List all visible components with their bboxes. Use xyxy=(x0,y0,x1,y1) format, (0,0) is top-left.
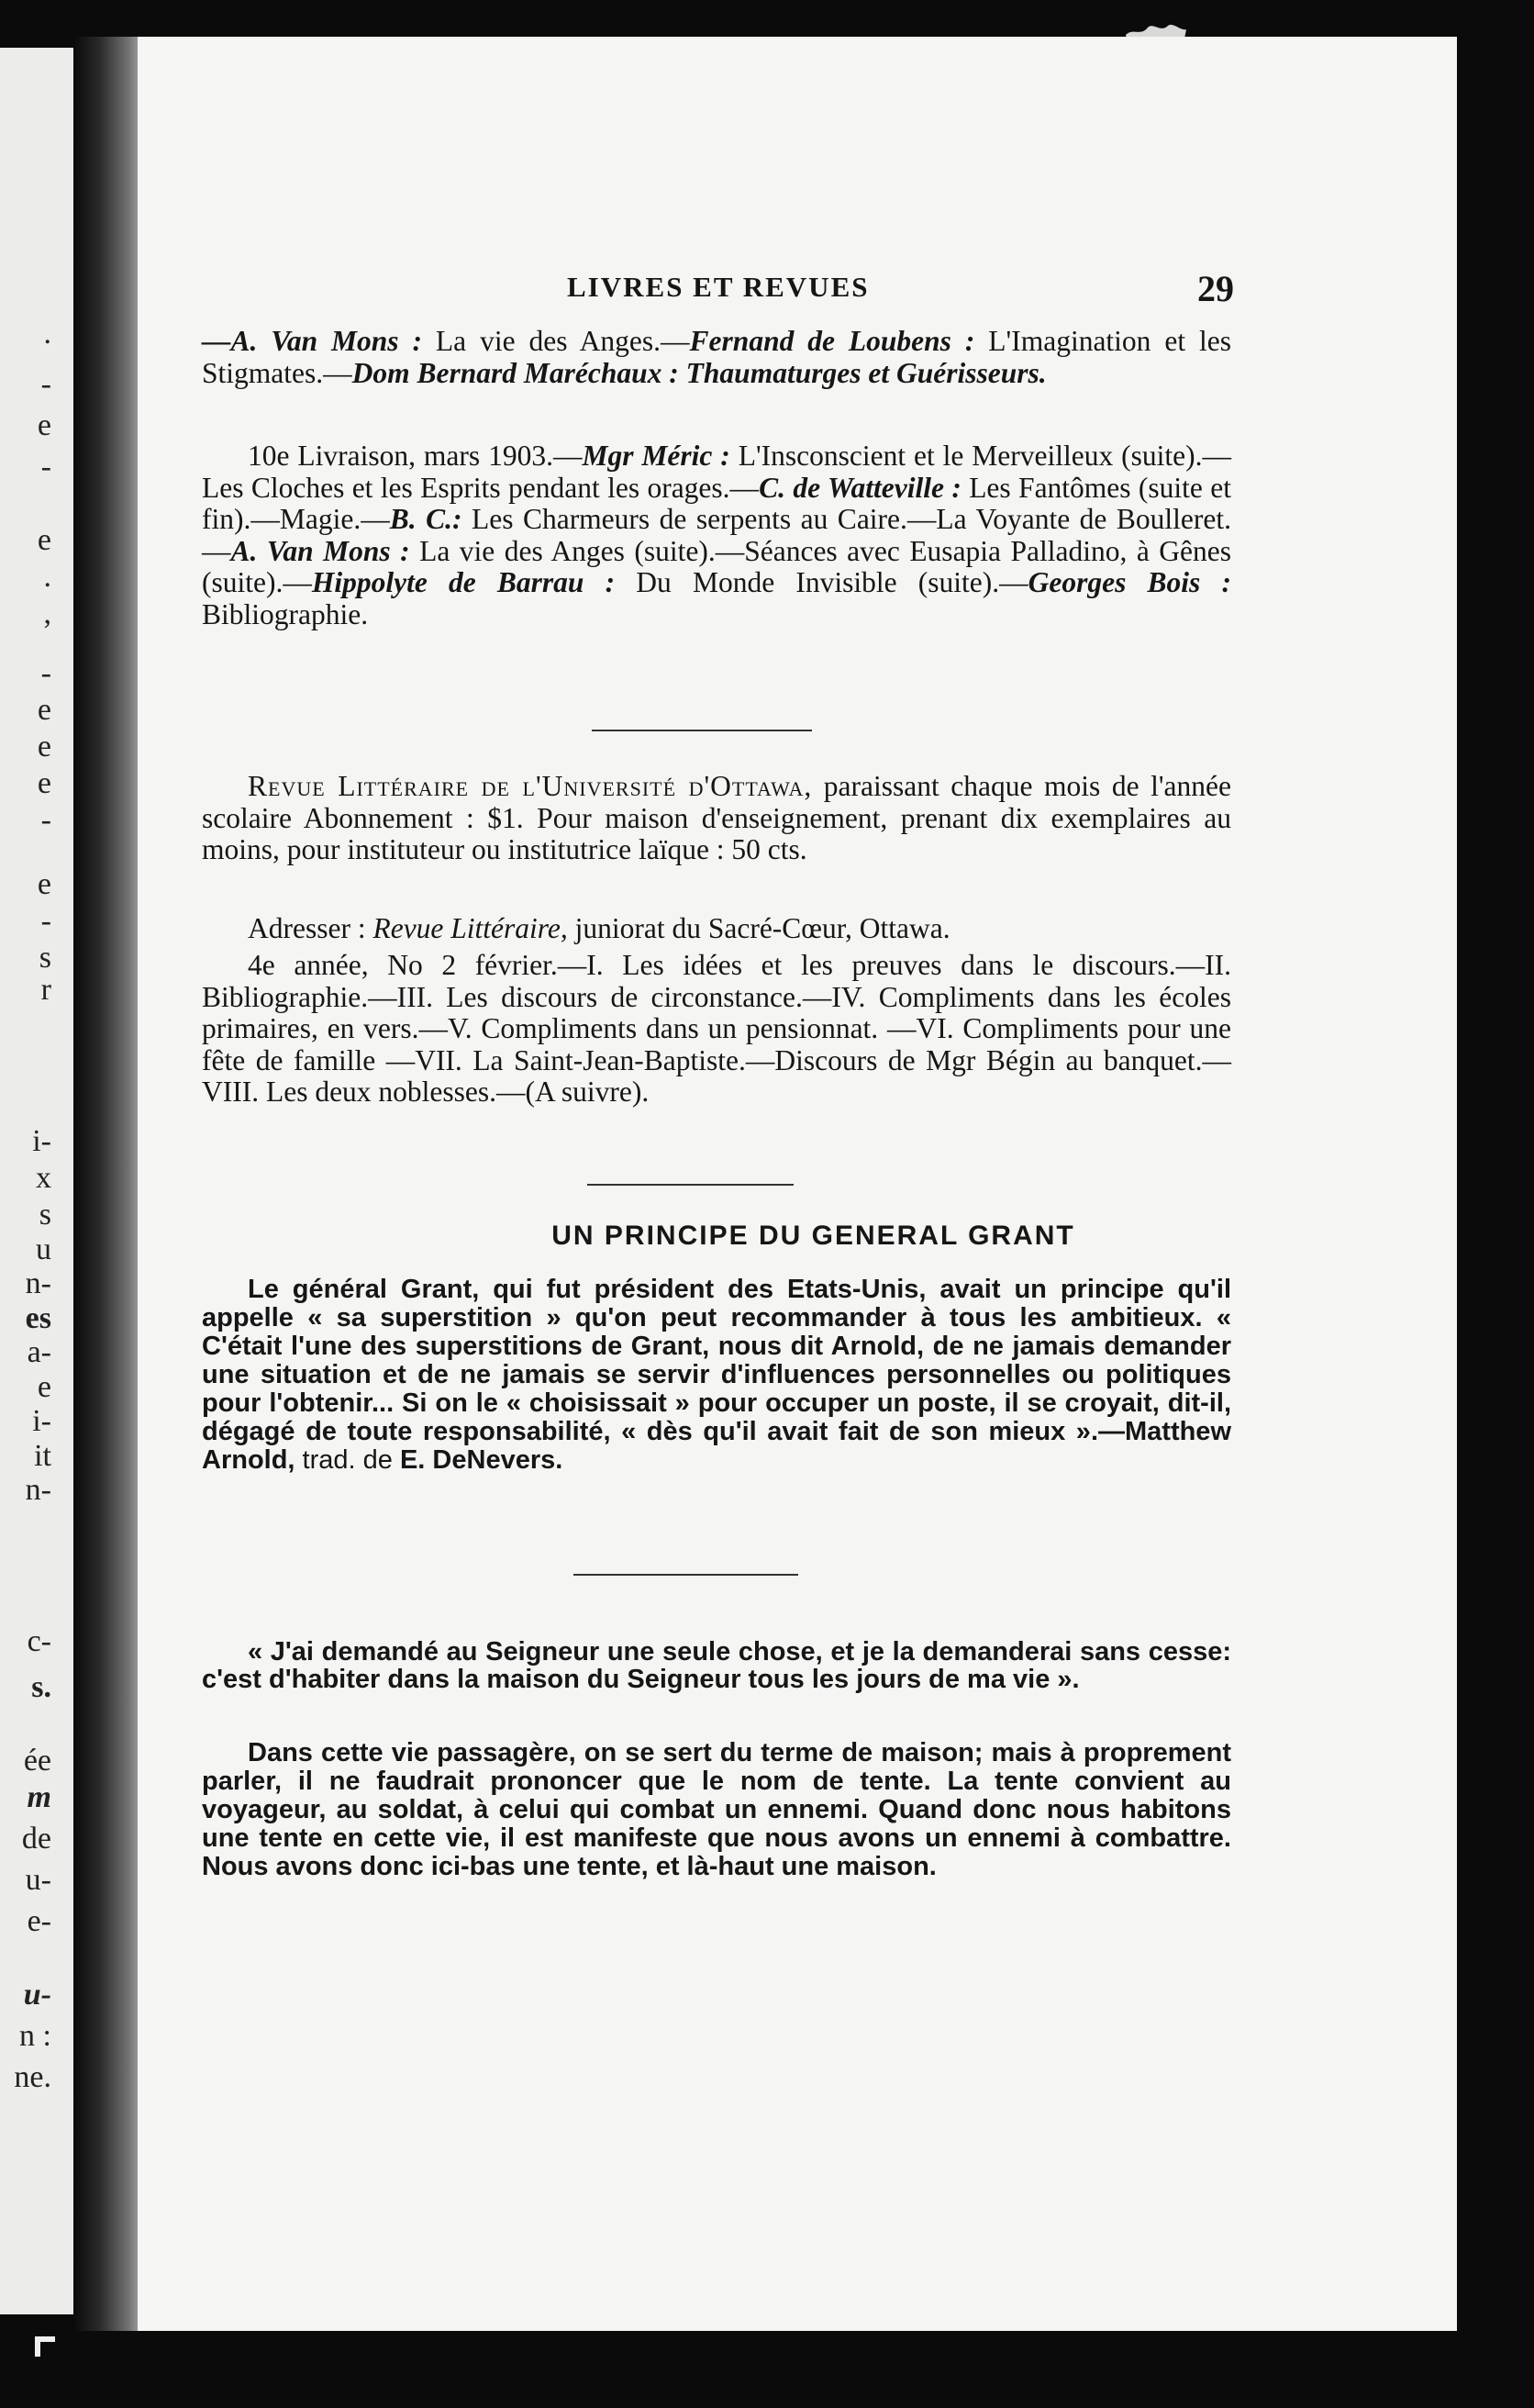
facing-page-fragment: a- xyxy=(27,1335,51,1369)
text-run: pour occuper un poste, il se croyait, dit-il, dégagé de toute responsabilité, « dès qu'il avait fait de son mieux ».—Matthew Arnold, xyxy=(202,1388,1231,1475)
facing-page-fragment: , xyxy=(43,596,51,630)
facing-page-fragment: e xyxy=(37,730,51,764)
author-name: Mgr Méric : xyxy=(582,440,730,472)
facing-page-fragment: e xyxy=(37,766,51,800)
text-run: L'Imagination et les Stigmates.— xyxy=(202,325,1232,389)
facing-page-fragment: - xyxy=(40,367,51,401)
text-run: paraissant chaque mois de l'année scolaire Abonnement : $1. Pour maison d'enseignement, prenant dix exemplaires au moins, pour instituteur ou institutrice laïque : 50 cts. xyxy=(202,770,1231,865)
corner-mark xyxy=(35,2336,55,2357)
text-run: L'Insconscient et le Merveilleux (suite).—Les Cloches et les Esprits pendant les orages.— xyxy=(202,440,1231,504)
text-run: Les Charmeurs de serpents au Caire.—La Voyante de Boulleret.— xyxy=(202,503,1231,567)
section-divider xyxy=(573,1574,798,1576)
translator-name: E. DeNevers. xyxy=(399,1445,563,1475)
facing-page-fragment: - xyxy=(40,904,51,938)
facing-page-fragment: r xyxy=(40,973,51,1007)
author-name: —A. Van Mons : xyxy=(202,325,422,357)
facing-page-edge xyxy=(0,48,73,2314)
facing-page-fragment: de xyxy=(21,1822,51,1856)
author-name: A. Van Mons : xyxy=(230,534,410,567)
text-run: Du Monde Invisible (suite).— xyxy=(615,566,1028,598)
author-name: C. de Watteville : xyxy=(759,471,962,504)
text-run: trad. de xyxy=(295,1445,400,1475)
paragraph-livraison-mars xyxy=(202,440,1231,630)
facing-page-fragment: es xyxy=(25,1301,51,1335)
facing-page-fragment: e xyxy=(37,867,51,901)
facing-page-fragment: ne. xyxy=(14,2060,51,2094)
author-name: Dom Bernard Maréchaux : Thaumaturges et Guérisseurs. xyxy=(351,356,1047,389)
facing-page-fragment: e xyxy=(37,523,51,557)
paragraph-principe-grant xyxy=(202,1276,1231,1475)
facing-page-fragment: ée xyxy=(23,1744,51,1778)
facing-page-fragment: u- xyxy=(25,1863,51,1897)
text-run: Le général Grant, qui fut président des Etats-Unis, avait un principe qu'il appelle « sa superstition » qu'on peut recommander à tous les ambitieux. « C'était l'une des superstitions de Grant, nous dit Arnold, de ne jamais demander une situation et de ne jamais se servir d'influences personnelles ou politiques pour l'obtenir... Si on le xyxy=(202,1275,1231,1418)
running-title: LIVRES ET REVUES xyxy=(567,271,870,303)
text-run: Bibliographie. xyxy=(202,597,369,630)
facing-page-fragment: i- xyxy=(32,1404,51,1438)
paragraph-tente-maison: Dans cette vie passagère, on se sert du terme de maison; mais à proprement parler, il ne faudrait prononcer que le nom de tente. La tente convient au voyageur, au soldat, à celui qui combat un ennemi. Quand donc nous habitons une tente en cette vie, il est manifeste que nous avons un ennemi à combattre. Nous avons donc ici-bas une tente, et là-haut une maison. xyxy=(202,1738,1231,1881)
emphasis: « choisissait » xyxy=(506,1388,690,1418)
facing-page-fragment: it xyxy=(34,1439,51,1473)
periodical-name: Revue Littéraire, xyxy=(372,912,568,944)
facing-page-fragment: m xyxy=(27,1780,51,1814)
periodical-name: Revue Littéraire de l'Université d'Ottawa, xyxy=(248,770,813,802)
facing-page-fragment: c- xyxy=(27,1624,51,1658)
book-page xyxy=(138,37,1457,2331)
facing-page-fragment: e xyxy=(37,408,51,442)
facing-page-fragment: u- xyxy=(23,1978,51,2012)
facing-page-fragment: n- xyxy=(25,1473,51,1507)
text-run: juniorat du Sacré-Cœur, Ottawa. xyxy=(567,912,950,944)
paragraph-quote-seigneur: « J'ai demandé au Seigneur une seule chose, et je la demanderai sans cesse: c'est d'habiter dans la maison du Seigneur tous les jours de ma vie ». xyxy=(202,1637,1231,1694)
facing-page-fragment: s xyxy=(39,941,51,975)
facing-page-fragment: u xyxy=(36,1232,51,1266)
page-number: 29 xyxy=(1197,268,1234,309)
author-name: B. C.: xyxy=(389,503,462,535)
facing-page-fragment: i- xyxy=(32,1124,51,1158)
facing-page-fragment: n : xyxy=(19,2019,51,2053)
running-head xyxy=(138,268,1457,317)
facing-page-fragment: - xyxy=(40,656,51,690)
section-divider xyxy=(592,730,812,731)
section-title: UN PRINCIPE DU GENERAL GRANT xyxy=(551,1221,1075,1251)
facing-page-fragment: e xyxy=(37,693,51,727)
paragraph-adresser xyxy=(202,913,1231,945)
paragraph-revue-litteraire xyxy=(202,771,1231,866)
section-divider xyxy=(587,1184,794,1186)
text-run: Adresser : xyxy=(248,912,373,944)
facing-page-fragment: e- xyxy=(27,1904,51,1938)
facing-page-fragment: x xyxy=(36,1161,51,1195)
facing-page-fragment: n- xyxy=(25,1266,51,1300)
facing-page-fragment: e xyxy=(37,1370,51,1404)
paragraph-annee-fevrier: 4e année, No 2 février.—I. Les idées et les preuves dans le discours.—II. Bibliographie.—III. Les discours de circonstance.—IV. Compliments dans les écoles primaires, en vers.—V. Compliments dans un pensionnat. —VI. Compliments pour une fête de famille —VII. La Saint-Jean-Baptiste.—Discours de Mgr Bégin au banquet.—VIII. Les deux noblesses.—(A suivre). xyxy=(202,949,1231,1108)
facing-page-fragment: s xyxy=(39,1198,51,1232)
facing-page-fragment: - xyxy=(40,450,51,484)
text-run: La vie des Anges (suite).—Séances avec Eusapia Palladino, à Gênes (suite).— xyxy=(202,534,1231,598)
author-name: Fernand de Loubens : xyxy=(689,325,975,357)
text-run: 10e Livraison, mars 1903.— xyxy=(248,440,583,472)
author-name: Hippolyte de Barrau : xyxy=(311,566,616,598)
author-name: Georges Bois : xyxy=(1028,566,1231,598)
paragraph-revue-list-continuation xyxy=(202,326,1231,389)
facing-page-fragment: - xyxy=(40,803,51,837)
facing-page-fragment: . xyxy=(43,317,51,351)
facing-page-fragment: s. xyxy=(31,1670,51,1704)
text-run: La vie des Anges.— xyxy=(422,325,690,357)
text-run: Les Fantômes (suite et fin).—Magie.— xyxy=(202,471,1231,535)
facing-page-fragment: . xyxy=(43,560,51,594)
